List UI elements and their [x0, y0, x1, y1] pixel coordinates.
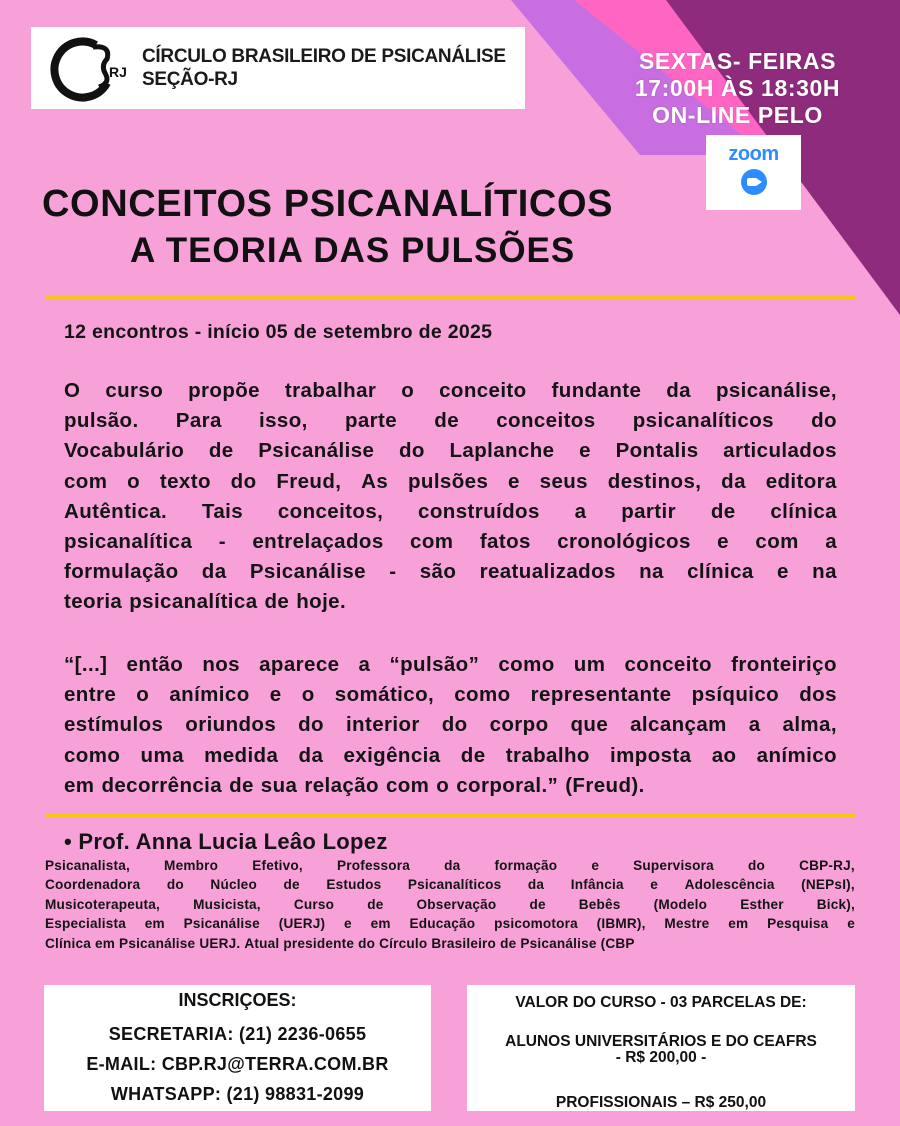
registration-phone: SECRETARIA: (21) 2236-0655	[108, 1024, 367, 1044]
text-line: entre o anímico e o somático, como representante psíquico dos	[64, 683, 837, 707]
schedule-mode: ON-LINE PELO	[652, 102, 823, 128]
text-line: Psicanalista, Membro Efetivo, Professora da formação e Supervisora do CBP-RJ,	[45, 858, 855, 873]
course-description	[64, 376, 837, 618]
text-line: Clínica em Psicanálise UERJ. Atual presidente do Círculo Brasileiro de Psicanálise (CBP	[45, 935, 635, 951]
registration-box	[44, 985, 431, 1111]
zoom-wordmark: zoom	[728, 143, 779, 165]
text-line: teoria psicanalítica de hoje.	[64, 590, 347, 614]
text-line: Vocabulário de Psicanálise do Laplanche e Pontalis articulados	[64, 439, 837, 463]
schedule-info	[610, 48, 865, 129]
text-line: Especialista em Psicanálise (UERJ) e em Educação psicomotora (IBMR), Mestre em Pesquisa e	[45, 916, 855, 932]
text-line: pulsão. Para isso, parte de conceitos psicanalíticos do	[64, 409, 837, 433]
text-line: como uma medida da exigência de trabalho imposta ao anímico	[64, 743, 837, 767]
freud-quote	[64, 650, 837, 801]
professor-name: • Prof. Anna Lucia Leâo Lopez	[64, 829, 388, 854]
text-line: “[...] então nos aparece a “pulsão” como um conceito fronteiriço	[64, 653, 837, 676]
pricing-box	[467, 985, 855, 1111]
registration-heading: INSCRIÇOES:	[178, 990, 297, 1010]
text-line: formulação da Psicanálise - são reatualizados na clínica e na	[64, 560, 837, 584]
logo-section: SEÇÃO-RJ	[142, 69, 238, 90]
text-line: com o texto do Freud, As pulsões e seus destinos, da editora	[64, 469, 837, 493]
page-subtitle: A TEORIA DAS PULSÕES	[130, 231, 576, 270]
registration-email: E-MAIL: CBP.RJ@TERRA.COM.BR	[86, 1054, 389, 1074]
text-line: em decorrência de sua relação com o corporal.” (Freud).	[64, 773, 645, 797]
text-line: Coordenadora do Núcleo de Estudos Psicanalíticos da Infância e Adolescência (NEPsI),	[45, 877, 855, 893]
professor-bio	[45, 856, 855, 953]
course-dates: 12 encontros - início 05 de setembro de 2025	[64, 321, 493, 343]
pricing-students: ALUNOS UNIVERSITÁRIOS E DO CEAFRS	[505, 1033, 817, 1050]
svg-text:RJ: RJ	[109, 64, 127, 80]
text-line: Musicoterapeuta, Musicista, Curso de Observação de Bebês (Modelo Esther Bick),	[45, 896, 855, 912]
cbp-logo-mark-icon	[41, 33, 136, 103]
page-title: CONCEITOS PSICANALÍTICOS	[42, 183, 614, 225]
logo-name: CÍRCULO BRASILEIRO DE PSICANÁLISE	[142, 46, 506, 67]
pricing-students-price: - R$ 200,00 -	[615, 1049, 707, 1066]
text-line: Autêntica. Tais conceitos, construídos a partir de clínica	[64, 499, 837, 523]
organization-logo	[31, 27, 525, 109]
schedule-time: 17:00H ÀS 18:30H	[634, 75, 841, 101]
schedule-days: SEXTAS- FEIRAS	[638, 48, 837, 74]
pricing-professionals: PROFISSIONAIS – R$ 250,00	[555, 1094, 767, 1111]
divider	[45, 813, 856, 817]
text-line: psicanalítica - entrelaçados com fatos cronológicos e com a	[64, 530, 837, 554]
divider	[45, 295, 856, 299]
registration-whatsapp: WHATSAPP: (21) 98831-2099	[110, 1084, 365, 1104]
text-line: estímulos oriundos do interior do corpo que alcançam a alma,	[64, 713, 837, 737]
zoom-logo	[706, 135, 801, 210]
pricing-heading: VALOR DO CURSO - 03 PARCELAS DE:	[515, 994, 807, 1011]
video-camera-icon	[741, 169, 767, 195]
text-line: O curso propõe trabalhar o conceito fundante da psicanálise,	[64, 379, 837, 402]
